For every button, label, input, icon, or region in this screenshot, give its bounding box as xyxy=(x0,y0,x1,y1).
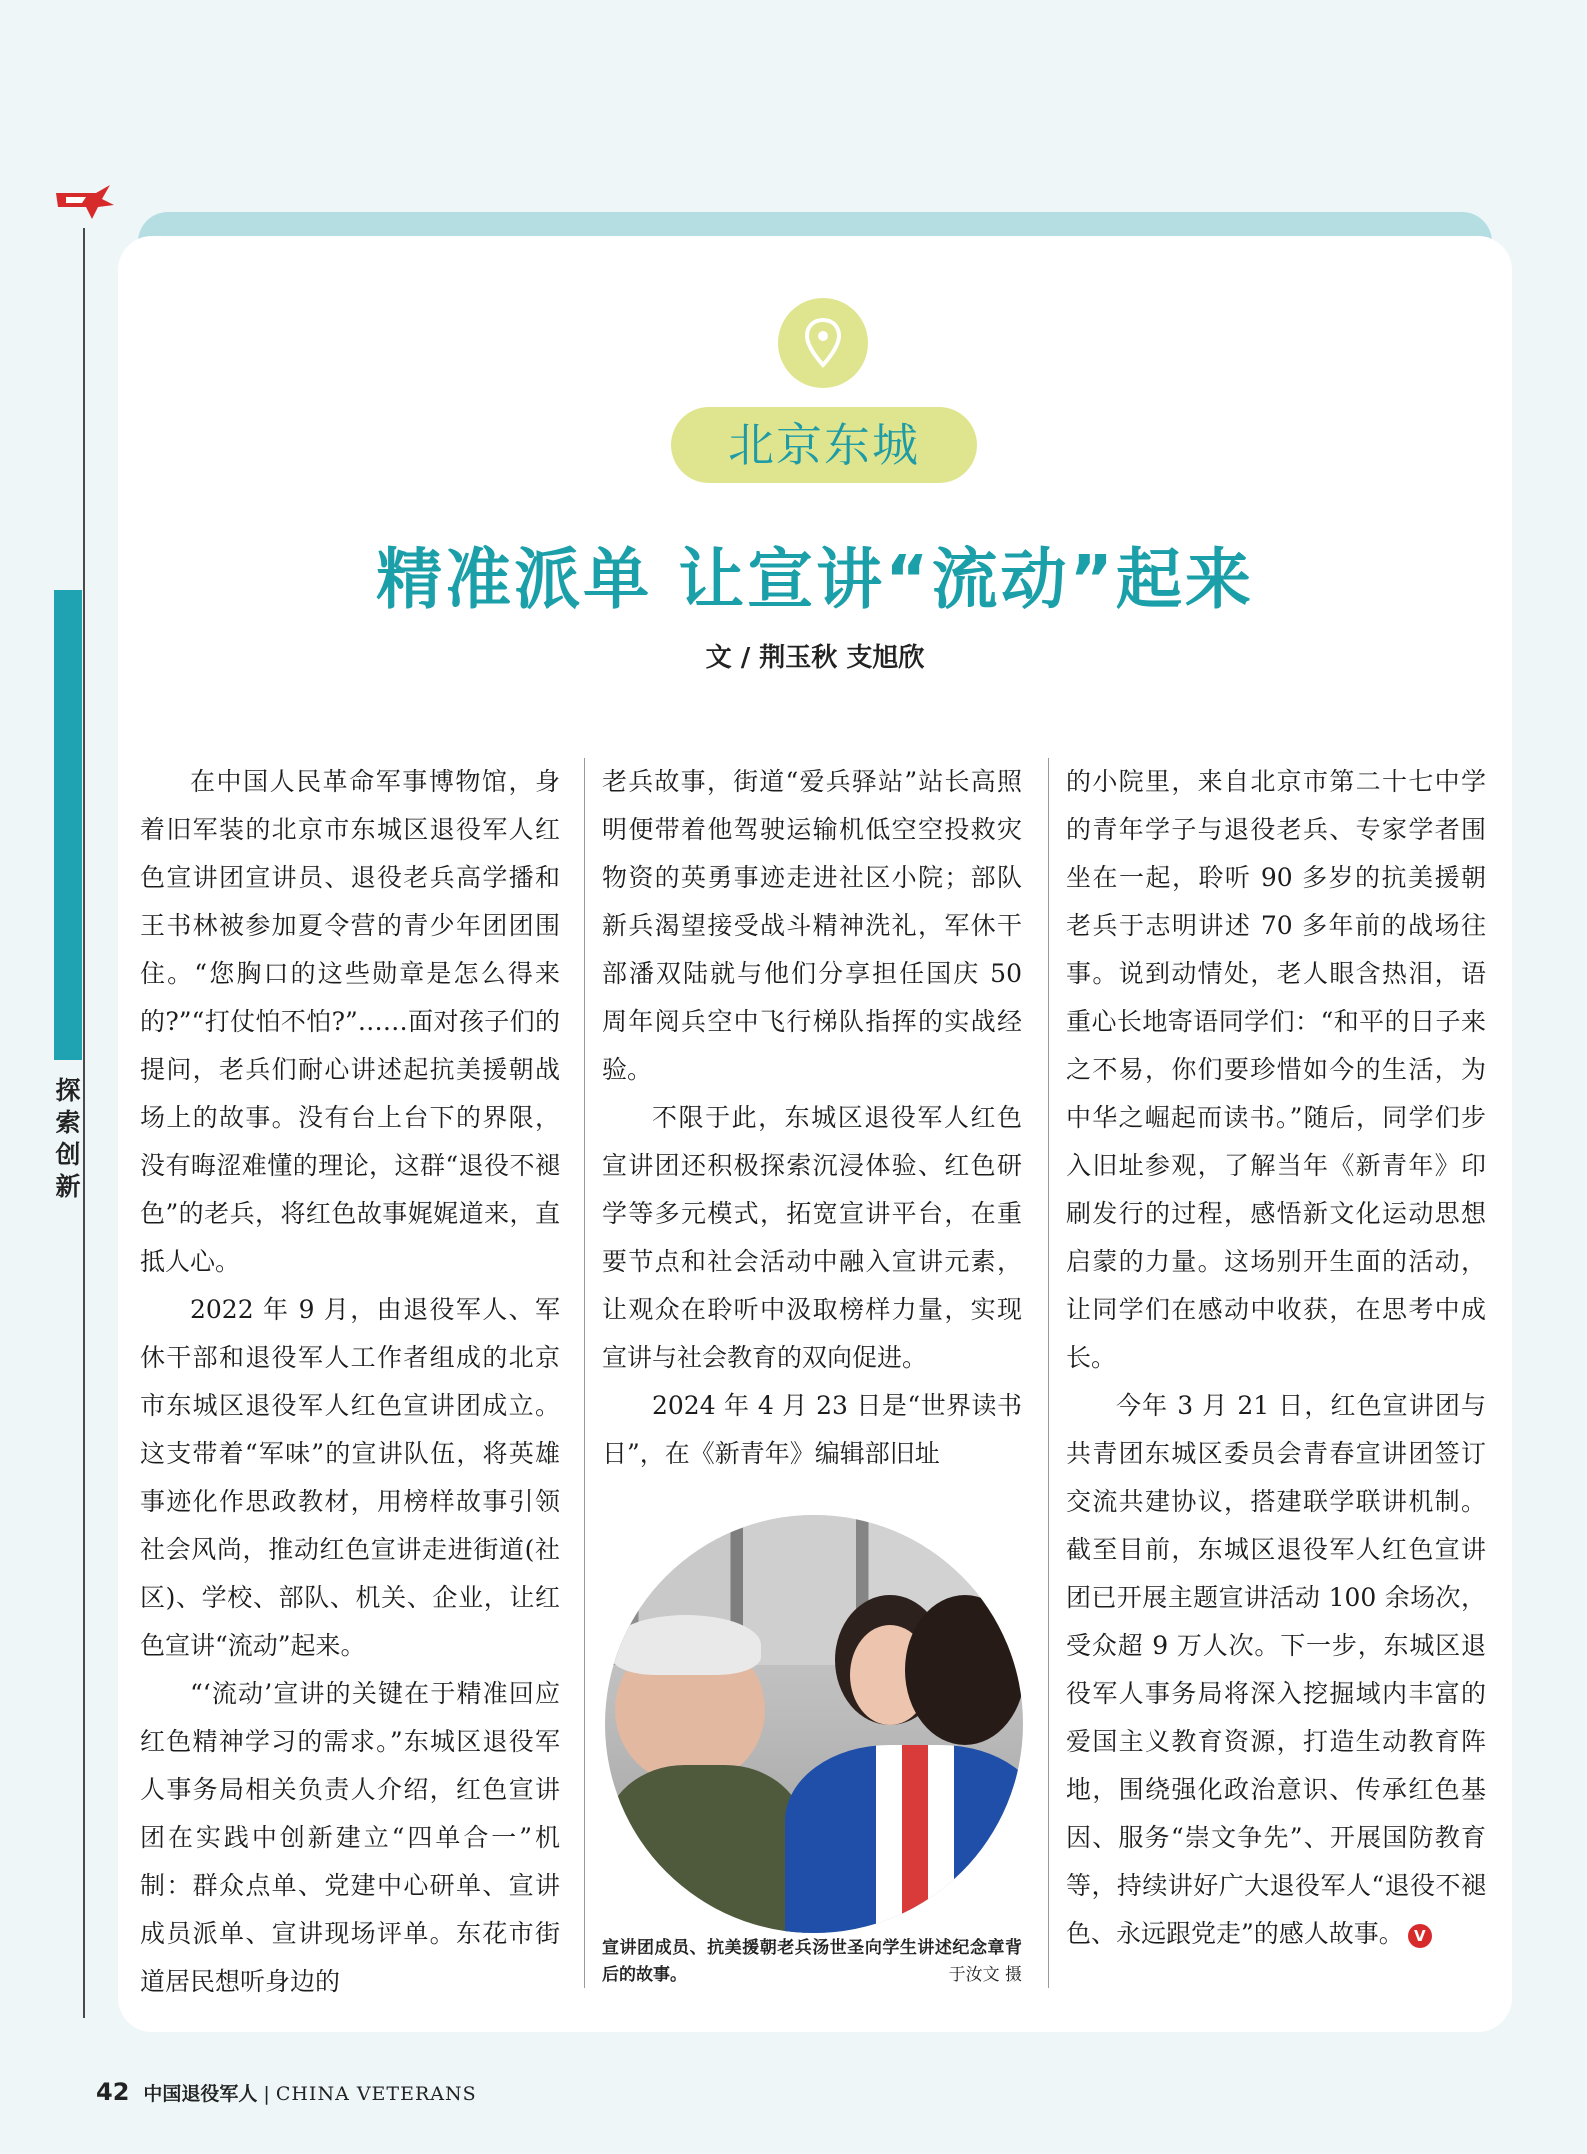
page-footer xyxy=(96,2072,477,2112)
paragraph-text: 今年 3 月 21 日，红色宣讲团与共青团东城区委员会青春宣讲团签订交流共建协议，搭建联学联讲机制。截至目前，东城区退役军人红色宣讲团已开展主题宣讲活动 100 余场次，受众超 9 万人次。下一步，东城区退役军人事务局将深入挖掘域内丰富的爱国主义教育资源，打造生动教育阵地，围绕强化政治意识、传承红色基因、服务“崇文争先”、开展国防教育等，持续讲好广大退役军人“退役不褪色、永远跟党走”的感人故事。 xyxy=(1066,1391,1486,1948)
article-photo xyxy=(605,1515,1023,1933)
paragraph: 2024 年 4 月 23 日是“世界读书日”，在《新青年》编辑部旧址 xyxy=(602,1391,1022,1468)
article-column-2 xyxy=(602,758,1022,1478)
location-badge xyxy=(778,298,868,388)
article-column-1 xyxy=(140,758,560,2006)
magazine-title-cn: 中国退役军人 xyxy=(143,2083,258,2105)
section-label: 探 索 创 新 xyxy=(55,1076,81,1201)
article-byline: 文 / 荆玉秋 支旭欣 xyxy=(705,643,925,673)
photo-caption: 宣讲团成员、抗美援朝老兵汤世圣向学生讲述纪念章背后的故事。 xyxy=(602,1938,1022,1985)
end-mark-icon: V xyxy=(1408,1924,1432,1948)
column-divider xyxy=(1048,758,1049,1988)
location-pin-icon xyxy=(804,318,842,368)
paragraph: 老兵故事，街道“爱兵驿站”站长高照明便带着他驾驶运输机低空空投救灾物资的英勇事迹走进社区小院；部队新兵渴望接受战斗精神洗礼，军休干部潘双陆就与他们分享担任国庆 50 周年阅兵空中飞行梯队指挥的实战经验。 xyxy=(602,767,1022,1084)
paragraph xyxy=(1066,1382,1486,1958)
magazine-title-en: CHINA VETERANS xyxy=(275,2083,477,2105)
paragraph: 在中国人民革命军事博物馆，身着旧军装的北京市东城区退役军人红色宣讲团宣讲员、退役老兵高学播和王书林被参加夏令营的青少年团团围住。“您胸口的这些勋章是怎么得来的?”“打仗怕不怕?”……面对孩子们的提问，老兵们耐心讲述起抗美援朝战场上的故事。没有台上台下的界限，没有晦涩难懂的理论，这群“退役不褪色”的老兵，将红色故事娓娓道来，直抵人心。 xyxy=(140,767,560,1276)
paragraph: 的小院里，来自北京市第二十七中学的青年学子与退役老兵、专家学者围坐在一起，聆听 90 多岁的抗美援朝老兵于志明讲述 70 多年前的战场往事。说到动情处，老人眼含热泪，语重心长地寄语同学们：“和平的日子来之不易，你们要珍惜如今的生活，为中华之崛起而读书。”随后，同学们步入旧址参观，了解当年《新青年》印刷发行的过程，感悟新文化运动思想启蒙的力量。这场别开生面的活动，让同学们在感动中收获，在思考中成长。 xyxy=(1066,767,1486,1372)
paragraph: 2022 年 9 月，由退役军人、军休干部和退役军人工作者组成的北京市东城区退役军人红色宣讲团成立。这支带着“军味”的宣讲队伍，将英雄事迹化作思政教材，用榜样故事引领社会风尚，推动红色宣讲走进街道(社区)、学校、部队、机关、企业，让红色宣讲“流动”起来。 xyxy=(140,1295,560,1660)
column-divider xyxy=(584,758,585,1988)
photo-credit: 于汝文 摄 xyxy=(948,1965,1022,1985)
footer-separator: | xyxy=(263,2083,270,2105)
section-color-bar xyxy=(54,590,82,1060)
region-tag: 北京东城 xyxy=(671,407,977,483)
page-number: 42 xyxy=(96,2078,130,2106)
article-column-3 xyxy=(1066,758,1486,1958)
magazine-logo xyxy=(52,183,114,223)
paragraph: “‘流动’宣讲的关键在于精准回应红色精神学习的需求。”东城区退役军人事务局相关负责人介绍，红色宣讲团在实践中创新建立“四单合一”机制：群众点单、党建中心研单、宣讲成员派单、宣讲现场评单。东花市街道居民想听身边的 xyxy=(140,1679,560,1996)
article-headline: 精准派单 让宣讲“流动”起来 xyxy=(376,541,1254,618)
paragraph: 不限于此，东城区退役军人红色宣讲团还积极探索沉浸体验、红色研学等多元模式，拓宽宣讲平台，在重要节点和社会活动中融入宣讲元素，让观众在聆听中汲取榜样力量，实现宣讲与社会教育的双向促进。 xyxy=(602,1103,1022,1372)
